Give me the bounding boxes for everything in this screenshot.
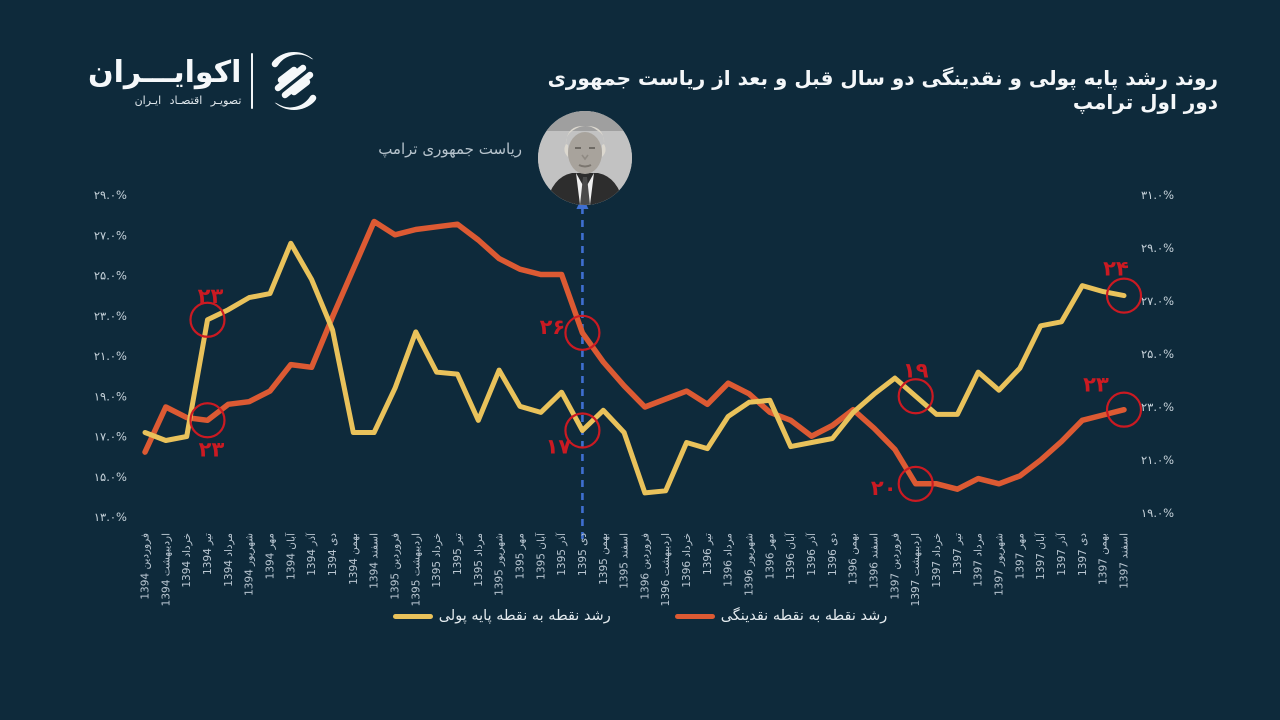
x-axis-month-label: خرداد 1396 — [681, 533, 694, 588]
x-axis-month-label: اردیبهشت 1397 — [910, 533, 923, 607]
x-axis-month-label: آبان 1394 — [285, 533, 298, 580]
x-axis-month-label: بهمن 1395 — [597, 533, 610, 585]
legend-label-liquidity: رشد نقطه به نقطه نقدینگی — [720, 608, 888, 624]
annotation-value: ۲۴ — [1103, 256, 1129, 281]
legend-swatch-liquidity-icon — [675, 614, 715, 619]
x-axis-month-label: آبان 1395 — [535, 533, 548, 580]
x-axis-month-label: اردیبهشت 1394 — [160, 533, 173, 607]
left-axis-tick: ۲۳.۰% — [93, 308, 127, 323]
annotation-value: ۱۹ — [902, 358, 929, 383]
trump-photo — [538, 111, 632, 205]
x-axis-month-label: تیر 1394 — [201, 533, 214, 575]
annotation-value: ۱۷ — [545, 434, 572, 459]
left-axis-tick: ۲۵.۰% — [93, 268, 127, 283]
x-axis-month-label: شهریور 1395 — [493, 533, 506, 596]
x-axis-month-label: بهمن 1397 — [1097, 533, 1110, 585]
legend-item-liquidity — [675, 608, 888, 624]
x-axis-month-label: مهر 1397 — [1014, 533, 1027, 580]
legend-label-monetary-base: رشد نقطه به نقطه پایه پولی — [438, 608, 611, 624]
legend-item-monetary-base — [393, 608, 611, 624]
logo-text-block — [88, 56, 241, 107]
logo-name: اکوایـــران — [88, 54, 242, 90]
x-axis-month-label: آذر 1395 — [556, 533, 569, 576]
logo-separator — [251, 53, 253, 109]
x-axis-month-label: خرداد 1394 — [181, 533, 194, 588]
annotation-value: ۲۳ — [197, 283, 224, 308]
page-title: روند رشد پایه پولی و نقدینگی دو سال قبل و بعد از ریاست جمهوری دور اول ترامپ — [547, 66, 1218, 114]
x-axis-month-label: تیر 1395 — [451, 533, 464, 575]
left-axis-tick: ۲۹.۰% — [93, 188, 127, 202]
x-axis-month-label: دی 1394 — [326, 533, 339, 576]
x-axis-month-label: اسفند 1395 — [618, 533, 631, 589]
right-axis-tick: ۱۹.۰% — [1141, 506, 1175, 520]
left-axis-tick: ۱۷.۰% — [93, 429, 127, 444]
right-axis-tick: ۲۹.۰% — [1141, 241, 1175, 255]
x-axis-month-label: دی 1397 — [1076, 533, 1089, 576]
x-axis-month-label: فروردین 1396 — [639, 533, 652, 600]
x-axis-month-label: شهریور 1396 — [743, 533, 756, 596]
ecoiran-logo-icon — [263, 50, 325, 112]
left-axis-tick: ۱۵.۰% — [93, 469, 127, 484]
x-axis-month-label: تیر 1396 — [701, 533, 714, 575]
annotation-value: ۲۰ — [870, 475, 897, 500]
left-axis-tick: ۲۱.۰% — [93, 349, 127, 363]
x-axis-month-label: مهر 1395 — [514, 533, 527, 580]
x-axis-month-label: بهمن 1394 — [347, 533, 360, 585]
x-axis-month-label: دی 1395 — [576, 533, 589, 576]
legend — [0, 608, 1280, 624]
x-axis-month-label: شهریور 1397 — [993, 532, 1006, 596]
x-axis-month-label: خرداد 1395 — [431, 533, 444, 588]
x-axis-month-label: اسفند 1397 — [1118, 533, 1131, 589]
x-axis-month-label: آذر 1397 — [1056, 533, 1069, 576]
left-axis-tick: ۱۹.۰% — [93, 389, 127, 404]
x-axis-month-label: فروردین 1397 — [889, 533, 902, 600]
x-axis-month-label: مرداد 1394 — [222, 533, 235, 587]
annotation-value: ۲۳ — [1083, 372, 1109, 397]
x-axis-month-label: آبان 1396 — [785, 533, 798, 580]
right-axis-tick: ۲۷.۰% — [1141, 294, 1175, 308]
logo-tagline: تصویـر اقتصـاد ایـران — [134, 93, 242, 107]
x-axis-month-label: آذر 1394 — [306, 533, 319, 576]
x-axis-month-label: آبان 1397 — [1035, 533, 1048, 580]
left-axis-tick: ۱۳.۰% — [93, 510, 127, 524]
liquidity-line — [145, 222, 1124, 490]
x-axis-month-label: فروردین 1394 — [139, 533, 152, 600]
x-axis-month-label: خرداد 1397 — [931, 533, 944, 588]
x-axis-month-label: تیر 1397 — [951, 533, 964, 575]
x-axis-month-label: شهریور 1394 — [243, 533, 256, 596]
trump-portrait-icon — [538, 111, 632, 205]
right-axis-tick: ۲۱.۰% — [1141, 453, 1175, 467]
x-axis-month-label: مرداد 1397 — [972, 533, 985, 587]
right-axis-tick: ۲۳.۰% — [1141, 400, 1175, 414]
x-axis-month-label: اسفند 1396 — [868, 533, 881, 589]
x-axis-month-label: اردیبهشت 1396 — [660, 533, 673, 607]
x-axis-month-label: آذر 1396 — [806, 533, 819, 576]
x-axis-month-label: مرداد 1396 — [722, 533, 735, 587]
x-axis-month-label: اردیبهشت 1395 — [410, 533, 423, 607]
right-axis-tick: ۲۵.۰% — [1141, 347, 1175, 361]
ecoiran-logo — [88, 48, 325, 114]
x-axis-month-label: مهر 1396 — [764, 533, 777, 580]
x-axis-month-label: بهمن 1396 — [847, 533, 860, 585]
left-axis-tick: ۲۷.۰% — [93, 228, 127, 243]
x-axis-month-label: مهر 1394 — [264, 533, 277, 580]
annotation-value: ۲۶ — [539, 314, 566, 339]
legend-swatch-monetary-base-icon — [393, 614, 433, 619]
x-axis-month-label: دی 1396 — [826, 533, 839, 576]
monetary-base-line — [145, 243, 1124, 493]
x-axis-month-label: اسفند 1394 — [368, 533, 381, 589]
annotation-value: ۲۳ — [198, 437, 225, 462]
x-axis-month-label: فروردین 1395 — [389, 533, 402, 600]
trump-presidency-label: ریاست جمهوری ترامپ — [378, 140, 522, 158]
x-axis-month-label: مرداد 1395 — [472, 533, 485, 587]
right-axis-tick: ۳۱.۰% — [1141, 188, 1175, 202]
